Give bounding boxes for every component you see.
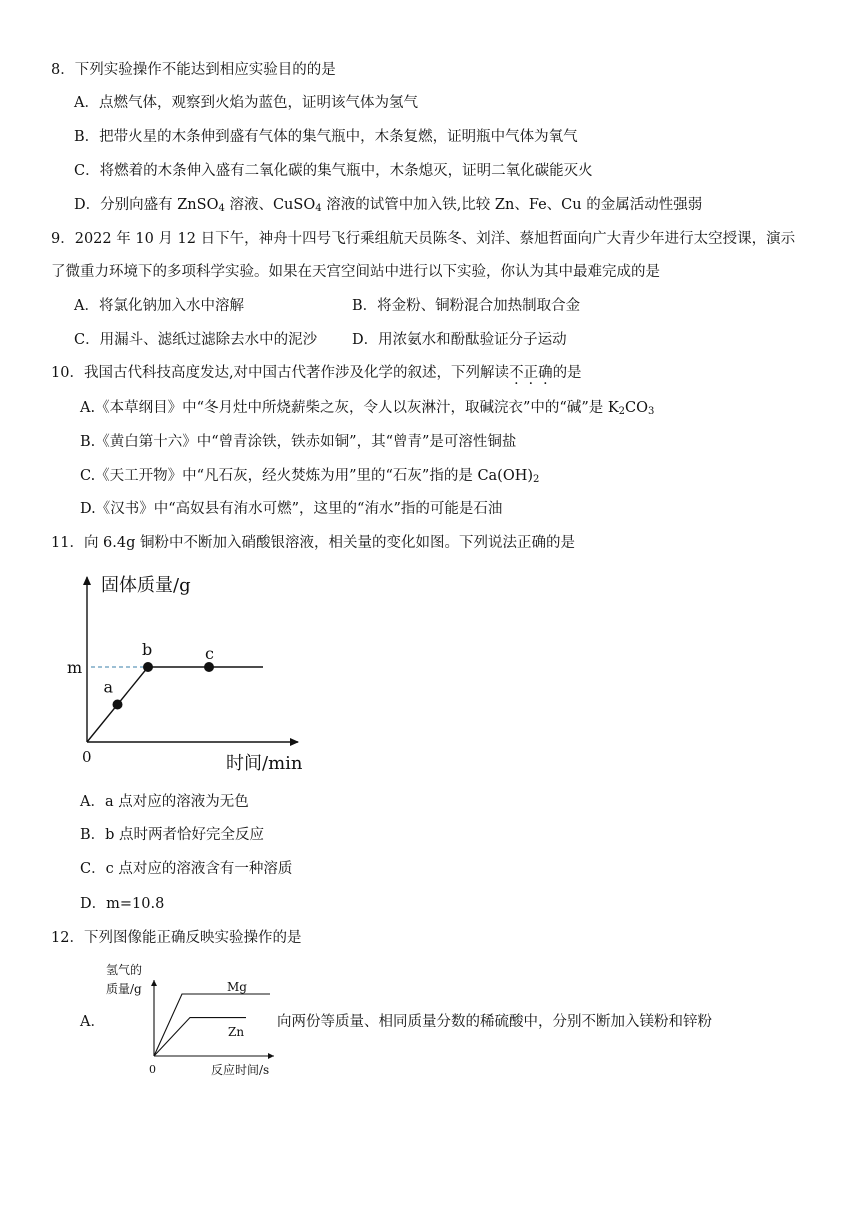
q8-option-a: A．点燃气体，观察到火焰为蓝色，证明该气体为氢气 [74, 95, 418, 111]
q9-option-d: D．用浓氨水和酚酞验证分子运动 [352, 332, 567, 348]
q8-stem: 8．下列实验操作不能达到相应实验目的的是 [51, 62, 336, 78]
q12-option-a-label: A． [80, 1014, 105, 1030]
x-axis-label: 时间/min [226, 753, 303, 774]
q10-option-a: A.《本草纲目》中“冬月灶中所烧薪柴之灰，令人以灰淋汁，取碱浣衣”中的“碱”是 $K_2CO_3$ [80, 400, 655, 417]
q10-option-d: D.《汉书》中“高奴县有洧水可燃”，这里的“洧水”指的可能是石油 [80, 501, 503, 517]
q11-option-b: B．b 点时两者恰好完全反应 [80, 827, 265, 843]
q11-stem: 11．向 6.4g 铜粉中不断加入硝酸银溶液，相关量的变化如图。下列说法正确的是 [51, 535, 576, 551]
point-a-label: a [103, 677, 114, 697]
q8-option-b: B．把带火星的木条伸到盛有气体的集气瓶中，木条复燃，证明瓶中气体为氧气 [74, 129, 578, 145]
q11-option-c: C．c 点对应的溶液含有一种溶质 [80, 861, 293, 877]
q11-option-a: A．a 点对应的溶液为无色 [80, 794, 249, 810]
q9-option-c: C．用漏斗、滤纸过滤除去水中的泥沙 [74, 332, 318, 348]
q9-stem-line1: 9．2022 年 10 月 12 日下午，神舟十四号飞行乘组航天员陈冬、刘洋、蔡旭哲面向广大青少年进行太空授课，演示 [51, 231, 796, 247]
y-axis-label-line2: 质量/g [106, 982, 142, 996]
q8-option-c: C．将燃着的木条伸入盛有二氧化碳的集气瓶中，木条熄灭，证明二氧化碳能灭火 [74, 163, 593, 179]
q10-option-c: C.《天工开物》中“凡石灰，经火焚炼为用”里的“石灰”指的是 $Ca(OH)_2$ [80, 468, 540, 485]
q10-option-b: B.《黄白第十六》中“曾青涂铁，铁赤如铜”，其“曾青”是可溶性铜盐 [80, 434, 517, 450]
q9-option-a: A．将氯化钠加入水中溶解 [74, 298, 244, 314]
series-label-zn: Zn [228, 1025, 245, 1039]
point-b-label: b [142, 640, 153, 659]
y-axis-label-line1: 氢气的 [106, 963, 143, 977]
series-line-mg [154, 994, 270, 1056]
q11-option-d: D．m=10.8 [80, 896, 165, 912]
m-level-label: m [67, 658, 83, 677]
point-c [204, 662, 214, 672]
origin-label: 0 [82, 748, 92, 766]
point-c-label: c [205, 644, 214, 663]
q12-stem: 12．下列图像能正确反映实验操作的是 [51, 930, 302, 946]
q10-stem: 10．我国古代科技高度发达,对中国古代著作涉及化学的叙述，下列解读不正确的是 [51, 365, 582, 381]
origin-label: 0 [149, 1063, 156, 1076]
q12-option-a-text: 向两份等质量、相同质量分数的稀硫酸中，分别不断加入镁粉和锌粉 [277, 1014, 712, 1030]
point-b [143, 662, 153, 672]
point-a [113, 700, 123, 710]
y-axis-label: 固体质量/g [101, 575, 191, 596]
series-label-mg: Mg [227, 980, 247, 994]
q9-stem-line2: 了微重力环境下的多项科学实验。如果在天宫空间站中进行以下实验，你认为其中最难完成的是 [51, 264, 660, 280]
x-axis-label: 反应时间/s [211, 1063, 270, 1077]
q9-option-b: B．将金粉、铜粉混合加热制取合金 [352, 298, 581, 314]
q11-chart [60, 565, 320, 785]
q12-chart-a [106, 958, 281, 1078]
q8-option-d: D．分别向盛有 ZnSO$_4$ 溶液、CuSO$_4$ 溶液的试管中加入铁,比较 Zn、Fe、Cu 的金属活动性强弱 [74, 197, 703, 214]
